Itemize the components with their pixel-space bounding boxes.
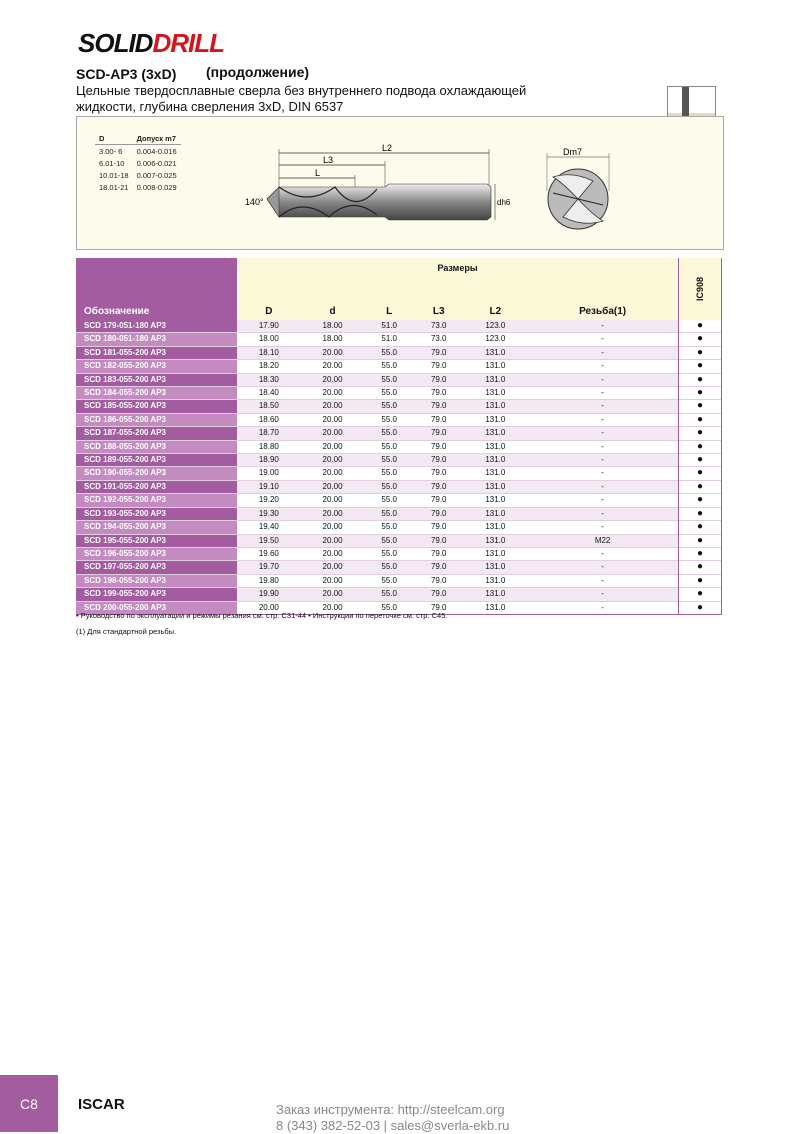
column-header-L3: L3 (414, 292, 464, 320)
cell-d: 19.10 (237, 480, 301, 493)
cell-l2: 131.0 (464, 454, 528, 467)
grade-availability-dot: ● (679, 467, 722, 480)
cell-d: 19.60 (237, 547, 301, 560)
cell-d: 20.00 (301, 494, 365, 507)
cell-l2: 131.0 (464, 494, 528, 507)
grade-availability-dot: ● (679, 440, 722, 453)
product-code: SCD 196-055-200 AP3 (76, 547, 237, 560)
cell-l2: 131.0 (464, 467, 528, 480)
cell-l2: 131.0 (464, 574, 528, 587)
cell-thread: - (527, 601, 678, 614)
cell-d: 20.00 (301, 561, 365, 574)
cell-d: 20.00 (301, 346, 365, 359)
cell-l3: 79.0 (414, 574, 464, 587)
cell-l: 55.0 (364, 521, 414, 534)
table-row (76, 346, 722, 359)
column-header-grade (679, 258, 722, 320)
grade-availability-dot: ● (679, 534, 722, 547)
product-code: SCD 192-055-200 AP3 (76, 494, 237, 507)
cell-l3: 79.0 (414, 346, 464, 359)
cell-l2: 131.0 (464, 561, 528, 574)
table-row (76, 521, 722, 534)
cell-l3: 79.0 (414, 507, 464, 520)
cell-l3: 73.0 (414, 333, 464, 346)
cell-d: 18.00 (301, 333, 365, 346)
cell-l2: 131.0 (464, 507, 528, 520)
cell-d: 20.00 (301, 467, 365, 480)
grade-label: IC908 (694, 276, 705, 302)
grade-availability-dot: ● (679, 413, 722, 426)
grade-availability-dot: ● (679, 333, 722, 346)
cell-l2: 131.0 (464, 521, 528, 534)
product-code: SCD 198-055-200 AP3 (76, 574, 237, 587)
cell-d: 20.00 (301, 387, 365, 400)
label-l: L (315, 168, 321, 178)
cell-l: 55.0 (364, 547, 414, 560)
product-code: SCD 188-055-200 AP3 (76, 440, 237, 453)
cell-d: 18.50 (237, 400, 301, 413)
cell-l2: 131.0 (464, 346, 528, 359)
tolerance-cell: 0.006-0.021 (136, 158, 177, 168)
cell-d: 18.10 (237, 346, 301, 359)
cell-l: 55.0 (364, 601, 414, 614)
cell-l3: 79.0 (414, 480, 464, 493)
cell-d: 17.90 (237, 320, 301, 333)
cell-l3: 79.0 (414, 494, 464, 507)
product-code: SCD 191-055-200 AP3 (76, 480, 237, 493)
table-row (76, 400, 722, 413)
label-l3: L3 (323, 155, 334, 165)
cell-thread: - (527, 387, 678, 400)
cell-l: 51.0 (364, 320, 414, 333)
cell-l2: 131.0 (464, 601, 528, 614)
cell-l: 55.0 (364, 588, 414, 601)
drill-diagram-panel (76, 116, 724, 250)
table-row (76, 440, 722, 453)
product-code: SCD 187-055-200 AP3 (76, 427, 237, 440)
table-row (76, 547, 722, 560)
grade-availability-dot: ● (679, 547, 722, 560)
grade-availability-dot: ● (679, 454, 722, 467)
grade-availability-dot: ● (679, 387, 722, 400)
product-code: SCD 197-055-200 AP3 (76, 561, 237, 574)
grade-availability-dot: ● (679, 574, 722, 587)
table-row (76, 373, 722, 386)
cell-l2: 131.0 (464, 480, 528, 493)
cell-d: 19.90 (237, 588, 301, 601)
grade-availability-dot: ● (679, 521, 722, 534)
cell-d: 18.40 (237, 387, 301, 400)
cell-d: 19.20 (237, 494, 301, 507)
cell-l3: 79.0 (414, 400, 464, 413)
cell-l3: 79.0 (414, 561, 464, 574)
drill-side-view (237, 137, 527, 237)
cell-d: 20.00 (301, 480, 365, 493)
product-code: SCD 186-055-200 AP3 (76, 413, 237, 426)
cell-l3: 73.0 (414, 320, 464, 333)
cell-d: 19.70 (237, 561, 301, 574)
table-row (76, 413, 722, 426)
cell-l: 55.0 (364, 534, 414, 547)
cell-d: 18.80 (237, 440, 301, 453)
table-row (76, 561, 722, 574)
cell-l2: 131.0 (464, 360, 528, 373)
cell-thread: - (527, 494, 678, 507)
cell-l3: 79.0 (414, 588, 464, 601)
cell-l2: 131.0 (464, 413, 528, 426)
product-code: SCD 179-051-180 AP3 (76, 320, 237, 333)
grade-availability-dot: ● (679, 400, 722, 413)
column-header-designation: Обозначение (76, 258, 237, 320)
cell-d: 20.00 (237, 601, 301, 614)
cell-d: 20.00 (301, 427, 365, 440)
cell-thread: M22 (527, 534, 678, 547)
grade-availability-dot: ● (679, 507, 722, 520)
cell-d: 20.00 (301, 413, 365, 426)
grade-availability-dot: ● (679, 601, 722, 614)
cell-l2: 131.0 (464, 588, 528, 601)
thread-footnote: (1) Для стандартной резьбы. (76, 627, 177, 636)
cell-thread: - (527, 346, 678, 359)
table-row (76, 574, 722, 587)
cell-l2: 131.0 (464, 400, 528, 413)
cell-d: 20.00 (301, 373, 365, 386)
cell-l2: 131.0 (464, 387, 528, 400)
cell-thread: - (527, 373, 678, 386)
cell-l2: 131.0 (464, 427, 528, 440)
cell-l: 55.0 (364, 480, 414, 493)
cell-l: 55.0 (364, 467, 414, 480)
cell-thread: - (527, 333, 678, 346)
cell-thread: - (527, 400, 678, 413)
cell-d: 20.00 (301, 521, 365, 534)
cell-thread: - (527, 480, 678, 493)
cell-d: 20.00 (301, 440, 365, 453)
product-table (76, 258, 722, 615)
cell-d: 20.00 (301, 534, 365, 547)
order-contact-line2: 8 (343) 382-52-03 | sales@sverla-ekb.ru (276, 1118, 510, 1133)
table-row (76, 333, 722, 346)
product-code: SCD 185-055-200 AP3 (76, 400, 237, 413)
cell-d: 18.70 (237, 427, 301, 440)
cell-thread: - (527, 454, 678, 467)
column-header-d: d (301, 292, 365, 320)
brand-logo (78, 28, 224, 59)
cell-d: 18.60 (237, 413, 301, 426)
product-code: SCD 181-055-200 AP3 (76, 346, 237, 359)
cell-thread: - (527, 574, 678, 587)
order-contact-line1: Заказ инструмента: http://steelcam.org (276, 1102, 505, 1117)
cell-l: 55.0 (364, 400, 414, 413)
grade-availability-dot: ● (679, 588, 722, 601)
continuation-label: (продолжение) (206, 64, 310, 80)
table-row (76, 467, 722, 480)
tolerance-cell: 0.007-0.025 (136, 170, 177, 180)
table-row (76, 387, 722, 400)
order-contact (276, 1102, 509, 1134)
cell-d: 19.30 (237, 507, 301, 520)
cell-l: 55.0 (364, 440, 414, 453)
cell-d: 20.00 (301, 547, 365, 560)
cell-l2: 123.0 (464, 333, 528, 346)
grade-availability-dot: ● (679, 494, 722, 507)
tolerance-table (95, 132, 181, 193)
cell-l: 55.0 (364, 413, 414, 426)
cell-l3: 79.0 (414, 454, 464, 467)
cell-d: 20.00 (301, 588, 365, 601)
grade-availability-dot: ● (679, 561, 722, 574)
column-header-L2: L2 (464, 292, 528, 320)
cell-d: 18.20 (237, 360, 301, 373)
product-code: SCD 195-055-200 AP3 (76, 534, 237, 547)
product-code: SCD 199-055-200 AP3 (76, 588, 237, 601)
cell-l3: 79.0 (414, 467, 464, 480)
cell-d: 19.80 (237, 574, 301, 587)
label-dh6: dh6 (497, 198, 511, 207)
cell-l3: 79.0 (414, 387, 464, 400)
page-title: SCD-AP3 (3xD) (76, 66, 177, 82)
product-code: SCD 190-055-200 AP3 (76, 467, 237, 480)
cell-l: 55.0 (364, 507, 414, 520)
cell-d: 18.00 (237, 333, 301, 346)
table-row (76, 507, 722, 520)
tolerance-cell: 10.01-18 (99, 170, 129, 180)
cell-d: 20.00 (301, 360, 365, 373)
product-code: SCD 184-055-200 AP3 (76, 387, 237, 400)
cell-d: 18.30 (237, 373, 301, 386)
cell-l2: 131.0 (464, 534, 528, 547)
page-number: C8 (0, 1075, 58, 1132)
table-row (76, 360, 722, 373)
cell-l2: 131.0 (464, 440, 528, 453)
cell-l3: 79.0 (414, 547, 464, 560)
column-header-D: D (237, 292, 301, 320)
cell-d: 20.00 (301, 454, 365, 467)
product-code: SCD 194-055-200 AP3 (76, 521, 237, 534)
table-row (76, 480, 722, 493)
product-code: SCD 200-055-200 AP3 (76, 601, 237, 614)
grade-availability-dot: ● (679, 320, 722, 333)
cell-thread: - (527, 521, 678, 534)
cell-l2: 131.0 (464, 547, 528, 560)
product-code: SCD 182-055-200 AP3 (76, 360, 237, 373)
tolerance-header-m7: Допуск m7 (133, 132, 181, 145)
table-row (76, 588, 722, 601)
cell-thread: - (527, 507, 678, 520)
cell-l: 55.0 (364, 561, 414, 574)
footer-brand: ISCAR (78, 1096, 125, 1113)
product-description: Цельные твердосплавные сверла без внутреннего подвода охлаждающей жидкости, глубина сверления 3xD, DIN 6537 (76, 83, 527, 114)
grade-availability-dot: ● (679, 346, 722, 359)
cell-d: 20.00 (301, 601, 365, 614)
cell-thread: - (527, 427, 678, 440)
cell-d: 20.00 (301, 507, 365, 520)
cell-d: 18.00 (301, 320, 365, 333)
cell-l: 51.0 (364, 333, 414, 346)
cell-l3: 79.0 (414, 521, 464, 534)
cell-thread: - (527, 561, 678, 574)
cell-l: 55.0 (364, 346, 414, 359)
cell-l: 55.0 (364, 373, 414, 386)
table-row (76, 320, 722, 333)
cell-l: 55.0 (364, 454, 414, 467)
column-group-dimensions: Размеры (237, 258, 679, 292)
cell-l: 55.0 (364, 387, 414, 400)
cell-d: 19.40 (237, 521, 301, 534)
cell-d: 20.00 (301, 400, 365, 413)
label-dm7: Dm7 (563, 147, 583, 157)
cell-thread: - (527, 320, 678, 333)
cell-thread: - (527, 588, 678, 601)
product-code: SCD 189-055-200 AP3 (76, 454, 237, 467)
product-code: SCD 180-051-180 AP3 (76, 333, 237, 346)
cell-l: 55.0 (364, 360, 414, 373)
tolerance-cell: 6.01-10 (99, 158, 125, 168)
cell-l2: 131.0 (464, 373, 528, 386)
grade-availability-dot: ● (679, 360, 722, 373)
cell-l3: 79.0 (414, 534, 464, 547)
table-row (76, 494, 722, 507)
cell-l: 55.0 (364, 494, 414, 507)
tolerance-cell: 0.004-0.016 (136, 146, 177, 156)
tolerance-cell: 18.01-21 (99, 182, 129, 192)
cell-l: 55.0 (364, 427, 414, 440)
cell-d: 18.90 (237, 454, 301, 467)
cell-thread: - (527, 413, 678, 426)
cell-l3: 79.0 (414, 413, 464, 426)
drill-end-view (533, 143, 623, 233)
cell-thread: - (527, 440, 678, 453)
column-header-L: L (364, 292, 414, 320)
tolerance-header-d: D (95, 132, 133, 145)
cell-d: 19.50 (237, 534, 301, 547)
grade-availability-dot: ● (679, 427, 722, 440)
cell-d: 19.00 (237, 467, 301, 480)
cell-l2: 123.0 (464, 320, 528, 333)
cell-thread: - (527, 467, 678, 480)
usage-note: • Руководство по эксплуатации и режимы резания см. стр. C31-44 • Инструкции по переточке см. стр. C45. (76, 611, 448, 620)
cell-l3: 79.0 (414, 360, 464, 373)
cell-thread: - (527, 547, 678, 560)
grade-availability-dot: ● (679, 480, 722, 493)
grade-availability-dot: ● (679, 373, 722, 386)
cell-thread: - (527, 360, 678, 373)
tolerance-cell: 3.00- 6 (99, 146, 123, 156)
column-header-thread: Резьба(1) (527, 292, 678, 320)
cell-l3: 79.0 (414, 601, 464, 614)
label-l2: L2 (382, 143, 393, 153)
cell-l3: 79.0 (414, 373, 464, 386)
table-row (76, 427, 722, 440)
product-code: SCD 183-055-200 AP3 (76, 373, 237, 386)
cell-d: 20.00 (301, 574, 365, 587)
cell-l3: 79.0 (414, 440, 464, 453)
product-code: SCD 193-055-200 AP3 (76, 507, 237, 520)
tolerance-cell: 0.008-0.029 (136, 182, 177, 192)
cell-l: 55.0 (364, 574, 414, 587)
label-angle: 140° (245, 197, 264, 207)
cell-l3: 79.0 (414, 427, 464, 440)
table-row (76, 534, 722, 547)
logo-drill: DRILL (152, 28, 224, 58)
logo-solid: SOLID (78, 28, 153, 58)
table-row (76, 454, 722, 467)
